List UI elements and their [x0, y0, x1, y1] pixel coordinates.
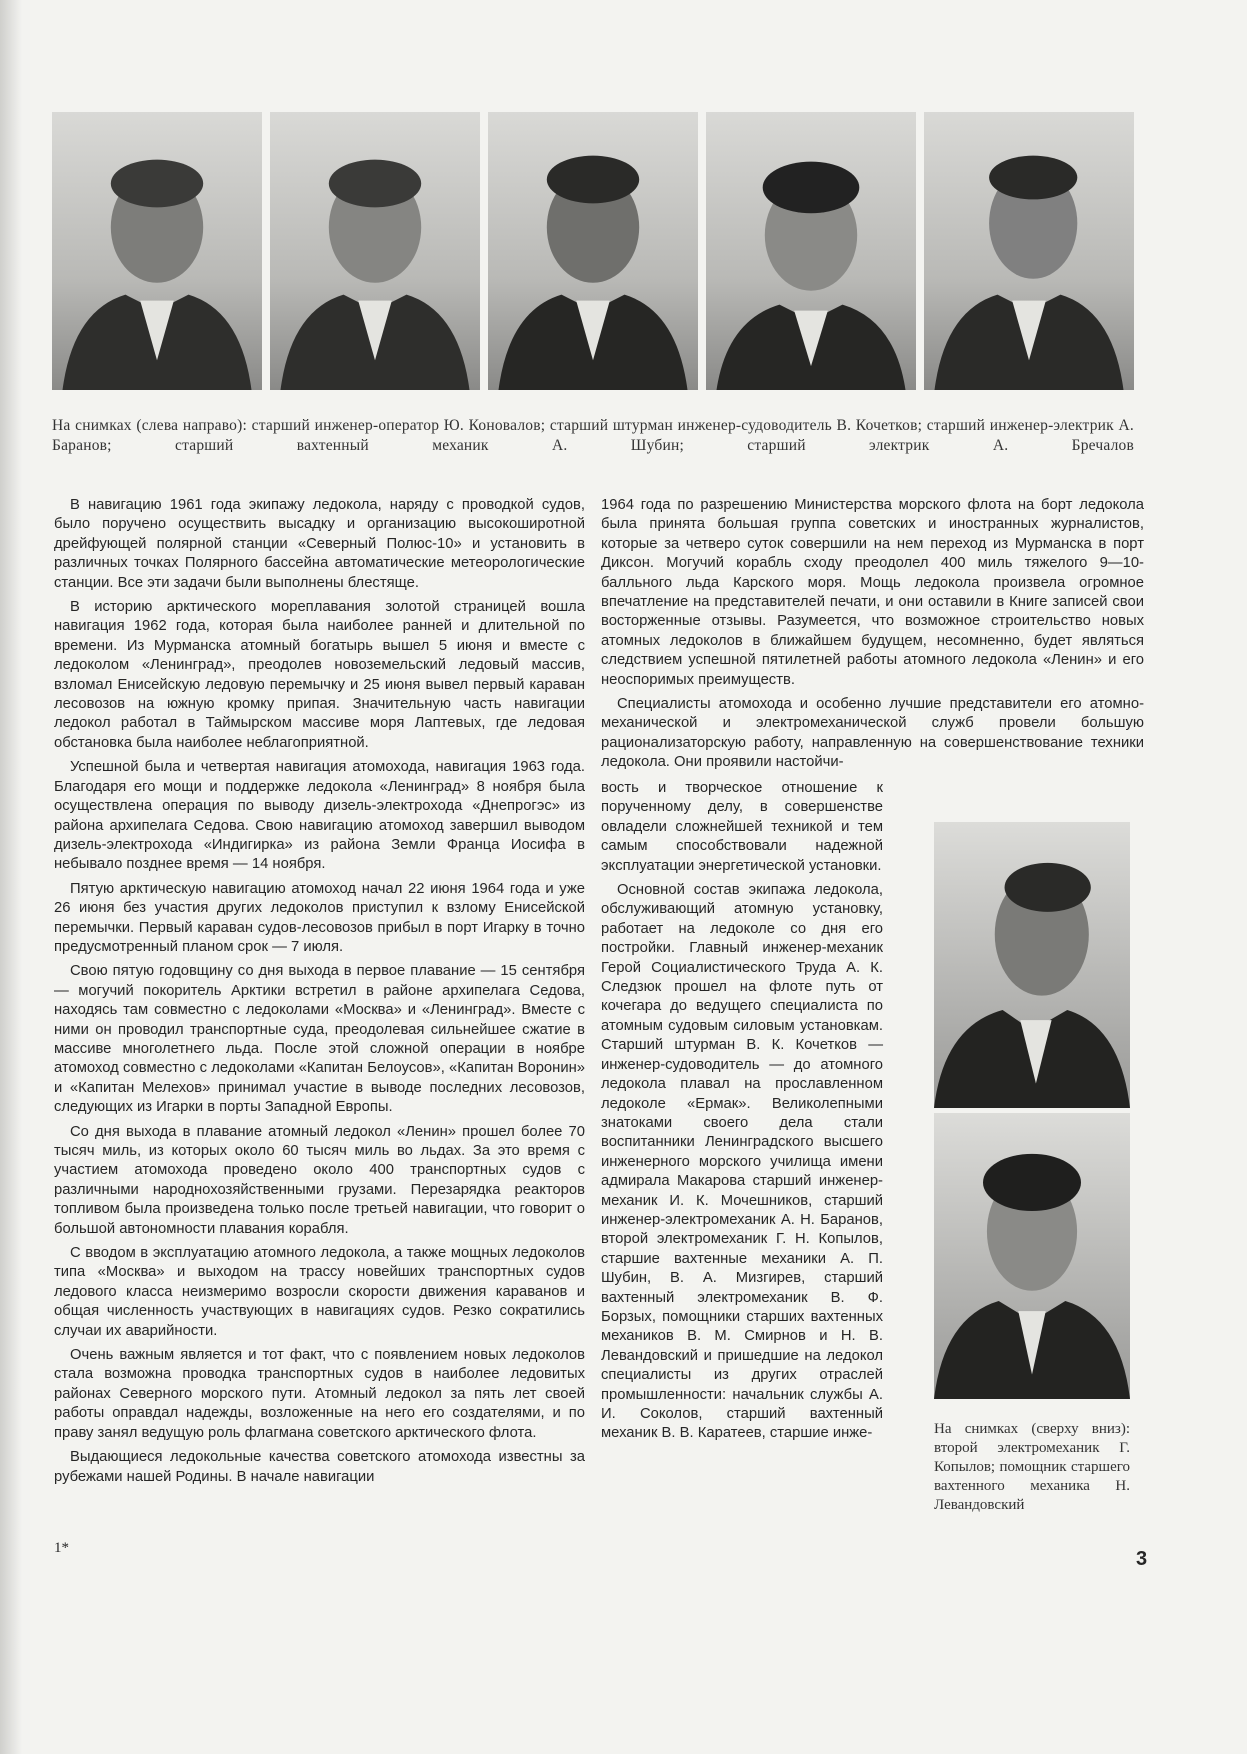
side-photo-caption: На снимках (сверху вниз): второй электромеханик Г. Копылов; помощник старшего вахтенного механика Н. Левандовский: [934, 1421, 1130, 1513]
paragraph: Специалисты атомохода и особенно лучшие представители его атомно-механической и электромеханической служб провели большую рационализаторскую работу, направленную на совершенствование техники ледокола. Они проявили настойчи-: [601, 696, 1144, 771]
top-portrait-row: [52, 112, 1134, 390]
right-column-text-narrow: [601, 779, 883, 1449]
portrait-photo: [52, 112, 262, 390]
portrait-photo-kopylov: [934, 822, 1130, 1108]
paragraph: Успешной была и четвертая навигация атомохода, навигация 1963 года. Благодаря его мощи и поддержке ледокола «Ленинград» 8 ноября была осуществлена операция по выводу дизель-электрохода «Днепрогэс» из района архипелага Седова. Свою навигацию атомоход завершил выводом дизель-электрохода «Индигирка» из района Земли Франца Иосифа в небывало позднее время — 14 ноября.: [54, 759, 585, 873]
paragraph: Основной состав экипажа ледокола, обслуживающий атомную установку, работает на ледоколе со дня его постройки. Главный инженер-механик Герой Социалистического Труда А. К. Следзюк прошел на флоте путь от кочегара до ведущего специалиста по атомным судовым силовым установкам. Старший штурман В. К. Кочетков —инженер-судоводитель — до атомного ледокола плавал на прославленном ледоколе «Ермак». Великолепными знатоками своего дела стали воспитанники Ленинградского высшего инженерного морского училища имени адмирала Макарова старший инженер-механик И. К. Мочешников, старший инженер-электромеханик А. Н. Баранов, второй электромеханик Г. Н. Копылов, старшие вахтенные механики А. П. Шубин, В. А. Мизгирев, старший вахтенный электромеханик В. Ф. Борзых, помощники старших вахтенных механиков В. М. Смирнов и Н. В. Левандовский и пришедшие на ледокол специалисты из других отраслей промышленности: начальник службы А. И. Соколов, старший вахтенный механик В. В. Каратеев, старшие инже-: [601, 882, 883, 1442]
portrait-photo: [924, 112, 1134, 390]
paragraph: В историю арктического мореплавания золотой страницей вошла навигация 1962 года, которая была наиболее ранней и длительной по времени. Из Мурманска атомный богатырь вышел 5 июня и вместе с ледоколом «Ленинград», преодолев новоземельский ледовый массив, взломал Енисейскую ледовую перемычку и 25 июня вывел первый караван лесовозов на южную кромку припая. Значительную часть навигации ледокол работал в Таймырском массиве моря Лаптевых, где ледовая обстановка была наиболее неблагоприятной.: [54, 599, 585, 751]
paragraph: 1964 года по разрешению Министерства морского флота на борт ледокола была принята большая группа советских и иностранных журналистов, которые за четверо суток совершили на нем переход из Мурманска в порт Диксон. Могучий корабль сходу преодолел 400 миль тяжелого 9—10-балльного льда Карского моря. Мощь ледокола произвела огромное впечатление на представителей печати, и они оставили в Книге записей свои восторженные отзывы. Разумеется, что возможное строительство новых атомных ледоколов в ближайшем будущем, несомненно, будет являться следствием успешной пятилетней работы атомного ледокола «Ленин» и его неоспоримых преимуществ.: [601, 497, 1144, 688]
scan-edge-shadow: [0, 0, 22, 1754]
paragraph: вость и творческое отношение к порученному делу, в совершенстве овладели сложнейшей техникой и тем самым способствовали надежной эксплуатации энергетической установки.: [601, 780, 883, 874]
right-column-text-wide: [601, 496, 1144, 778]
left-column-text: [54, 496, 585, 1492]
signature-mark: 1*: [54, 1540, 69, 1556]
portrait-photo: [488, 112, 698, 390]
paragraph: В навигацию 1961 года экипажу ледокола, наряду с проводкой судов, было поручено осуществить высадку и организацию высокоширотной дрейфующей полярной станции «Северный Полюс-10» и установить в различных точках Полярного бассейна автоматические метеорологические станции. Все эти задачи были выполнены блестяще.: [54, 497, 585, 591]
portrait-photo: [706, 112, 916, 390]
top-photo-caption: На снимках (слева направо): старший инженер-оператор Ю. Коновалов; старший штурман инженер-судоводитель В. Кочетков; старший инженер-электрик А. Баранов; старший вахтенный механик А. Шубин; старший электрик А. Бречалов: [52, 417, 1134, 454]
portrait-photo-levandovsky: [934, 1113, 1130, 1399]
paragraph: Пятую арктическую навигацию атомоход начал 22 июня 1964 года и уже 26 июня без участия других ледоколов приступил к взлому Енисейской перемычки. Первый караван судов-лесовозов прибыл в порт Игарку в точно предусмотренный планом срок — 7 июля.: [54, 880, 585, 955]
paragraph: Свою пятую годовщину со дня выхода в первое плавание — 15 сентября — могучий покоритель Арктики встретил в районе архипелага Седова, находясь там совместно с ледоколами «Москва» и «Ленинград». Вместе с ними он проводил транспортные суда, преодолевая сильнейшее сжатие в массиве многолетнего льда. После этой сложной операции в ноябре атомоход совместно с ледоколами «Капитан Белоусов», «Капитан Воронин» и «Капитан Мелехов» принимал участие в выводе последних лесовозов, следующих из Игарки в порты Западной Европы.: [54, 963, 585, 1116]
portrait-photo: [270, 112, 480, 390]
paragraph: Очень важным является и тот факт, что с появлением новых ледоколов стала возможна проводка транспортных судов в наиболее ледовитых районах Северного морского пути. Атомный ледокол за пять лет своей работы оправдал надежды, возложенные на него его создателями, и по праву занял ведущую роль флагмана советского арктического флота.: [54, 1347, 585, 1441]
paragraph: Со дня выхода в плавание атомный ледокол «Ленин» прошел более 70 тысяч миль, из которых около 60 тысяч миль во льдах. За это время с участием атомохода проведено около 400 транспортных судов с различными народнохозяйственными грузами. Перезарядка реакторов топливом была произведена только после третьей навигации, что говорит о большой автономности плавания корабля.: [54, 1123, 585, 1237]
page-number: 3: [1136, 1548, 1148, 1570]
paragraph: С вводом в эксплуатацию атомного ледокола, а также мощных ледоколов типа «Москва» и выходом на трассу новейших транспортных судов ледового класса неизмеримо возросли скорости движения караванов и общая численность участвующих в навигациях судов. Резко сократились случаи их аварийности.: [54, 1245, 585, 1339]
paragraph: Выдающиеся ледокольные качества советского атомохода известны за рубежами нашей Родины. В начале навигации: [54, 1449, 585, 1485]
